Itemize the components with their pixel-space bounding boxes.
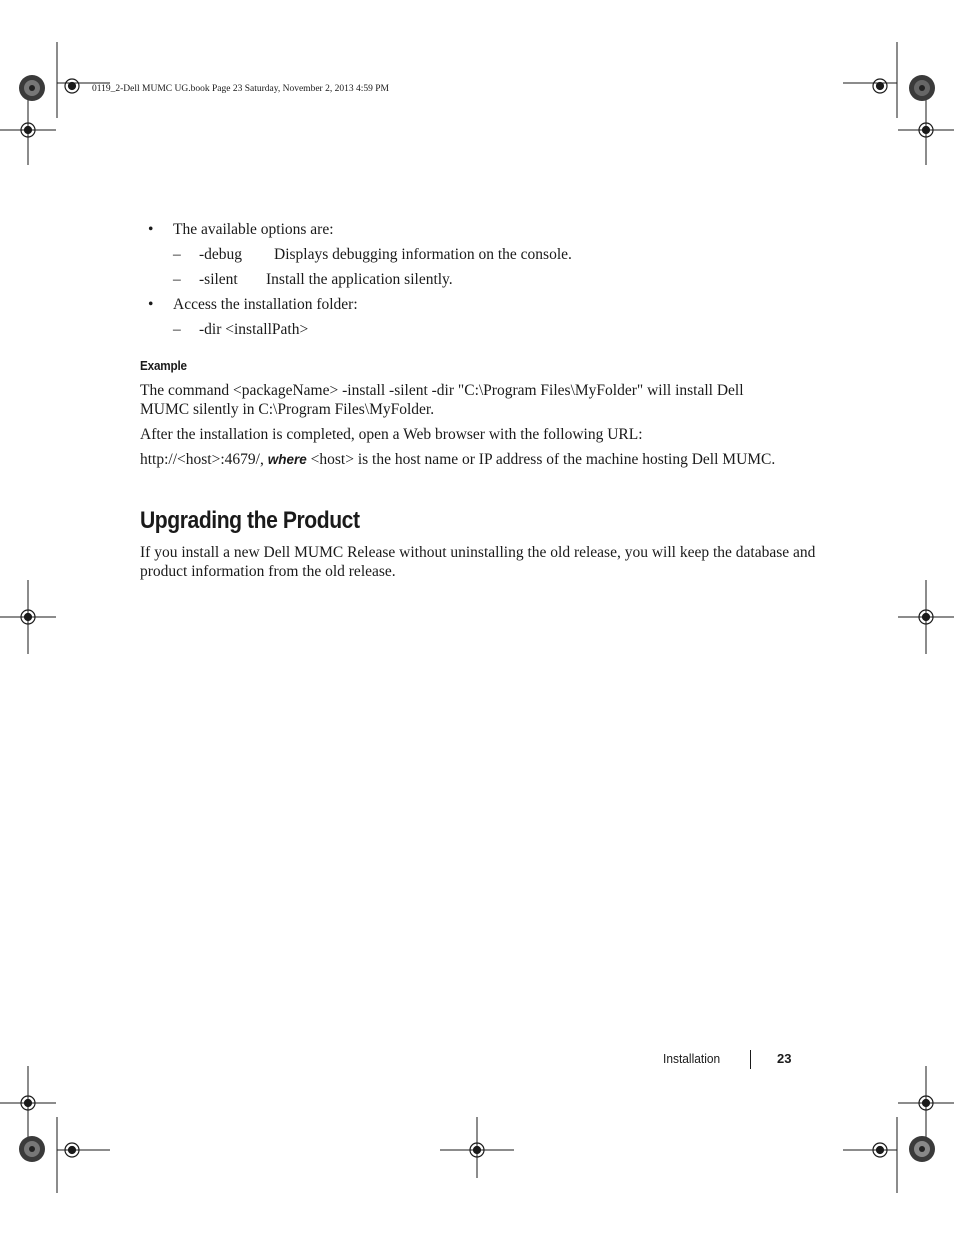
option-debug: -debug — [199, 246, 243, 263]
section-title: Upgrading the Product — [140, 507, 360, 534]
after-install-paragraph: After the installation is completed, open a Web browser with the following URL: — [140, 426, 643, 443]
url-prefix: http://<host>:4679/, — [140, 451, 264, 468]
bullet-installation-folder: Access the installation folder: — [173, 296, 358, 313]
option-debug-description: Displays debugging information on the console. — [274, 246, 572, 263]
bullet-marker: • — [148, 221, 154, 238]
example-heading: Example — [140, 358, 187, 373]
url-paragraph — [140, 450, 780, 469]
url-where: where — [267, 452, 307, 467]
url-suffix: <host> is the host name or IP address of the machine hosting Dell MUMC. — [310, 451, 776, 468]
footer-separator — [750, 1050, 751, 1069]
dash-marker: – — [173, 271, 181, 288]
section-paragraph: If you install a new Dell MUMC Release without uninstalling the old release, you will keep the database and product information from the old release. — [140, 544, 816, 580]
option-dir: -dir <installPath> — [199, 321, 309, 338]
example-paragraph: The command <packageName> -install -silent -dir "C:\Program Files\MyFolder" will install Dell MUMC silently in C:\Program Files\MyFolder. — [140, 382, 744, 418]
bullet-available-options: The available options are: — [173, 221, 334, 238]
dash-marker: – — [173, 321, 181, 338]
page-number: 23 — [777, 1051, 792, 1066]
dash-marker: – — [173, 246, 181, 263]
book-header-info: 0119_2-Dell MUMC UG.book Page 23 Saturday, November 2, 2013 4:59 PM — [92, 84, 389, 94]
footer-section-name: Installation — [663, 1051, 721, 1066]
option-silent: -silent — [199, 271, 238, 288]
bullet-marker: • — [148, 296, 154, 313]
option-silent-description: Install the application silently. — [266, 271, 453, 288]
